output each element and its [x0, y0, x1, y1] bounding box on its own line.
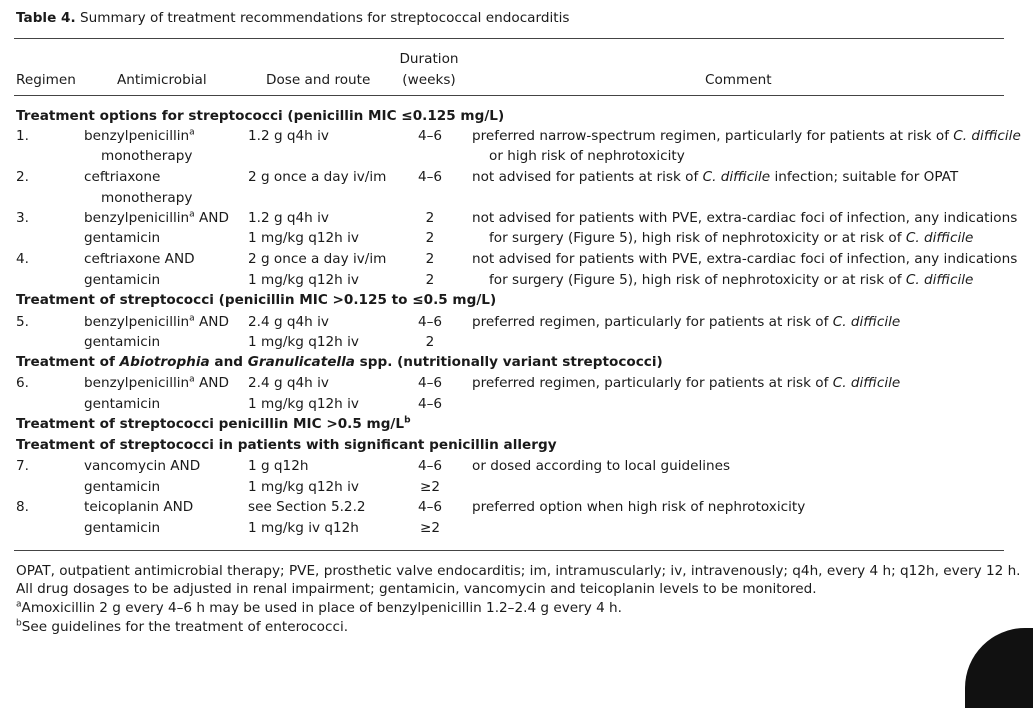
row-4-antimicrobial-b: gentamicin	[84, 272, 161, 288]
table-label: Table 4.	[16, 10, 76, 26]
footnote-a-text: Amoxicillin 2 g every 4–6 h may be used in place of benzylpenicillin 1.2–2.4 g every 4 h.	[21, 600, 622, 616]
row-1-comment-cont: or high risk of nephrotoxicity	[489, 148, 685, 164]
row-3-number: 3.	[16, 210, 29, 226]
footnote-mark-b: b	[404, 415, 411, 426]
row-3-comment-text: for surgery (Figure 5), high risk of nephrotoxicity or at risk of	[489, 230, 906, 246]
top-rule	[14, 38, 1004, 39]
row-6-comment-text: preferred regimen, particularly for patients at risk of	[472, 375, 833, 391]
row-6-drug-and: AND	[194, 375, 229, 391]
header-antimicrobial: Antimicrobial	[117, 72, 207, 88]
corner-widget[interactable]	[965, 628, 1033, 708]
bottom-rule	[14, 550, 1004, 551]
footnote-b-mark: b	[16, 618, 22, 629]
row-7-dose-a: 1 g q12h	[248, 458, 309, 474]
row-8-duration-b: ≥2	[419, 520, 441, 536]
section-heading-4	[16, 414, 411, 434]
row-5-dose-b: 1 mg/kg q12h iv	[248, 334, 359, 350]
section-4-text: Treatment of streptococci penicillin MIC >0.5 mg/L	[16, 416, 405, 432]
row-6-duration-b: 4–6	[417, 396, 443, 412]
row-3-comment: not advised for patients with PVE, extra-cardiac foci of infection, any indications	[472, 210, 1018, 226]
row-6-comment	[472, 373, 900, 393]
row-6-antimicrobial	[84, 373, 229, 393]
row-8-dose-b: 1 mg/kg iv q12h	[248, 520, 359, 536]
row-6-duration-a: 4–6	[417, 375, 443, 391]
row-8-antimicrobial: teicoplanin AND	[84, 499, 194, 515]
row-2-antimicrobial-cont: monotherapy	[101, 190, 193, 206]
row-1-duration: 4–6	[417, 128, 443, 144]
row-2-comment-italic: C. difficile	[702, 169, 771, 185]
row-7-duration-a: 4–6	[417, 458, 443, 474]
section-3-genus-2: Granulicatella	[247, 354, 355, 370]
row-7-dose-b: 1 mg/kg q12h iv	[248, 479, 359, 495]
row-8-dose-a: see Section 5.2.2	[248, 499, 366, 515]
row-4-duration-a: 2	[425, 251, 435, 267]
row-5-duration-a: 4–6	[417, 314, 443, 330]
footnote-a	[16, 598, 622, 618]
section-3-genus-1: Abiotrophia	[119, 354, 210, 370]
row-2-comment	[472, 167, 958, 187]
row-2-comment-text: not advised for patients at risk of	[472, 169, 703, 185]
row-2-dose: 2 g once a day iv/im	[248, 169, 387, 185]
row-4-comment-cont	[489, 270, 973, 290]
row-5-antimicrobial	[84, 312, 229, 332]
row-3-dose-a: 1.2 g q4h iv	[248, 210, 329, 226]
row-7-comment: or dosed according to local guidelines	[472, 458, 731, 474]
footnote-b-text: See guidelines for the treatment of enterococci.	[21, 619, 349, 635]
row-4-comment: not advised for patients with PVE, extra-cardiac foci of infection, any indications	[472, 251, 1018, 267]
section-heading-2: Treatment of streptococci (penicillin MIC >0.125 to ≤0.5 mg/L)	[16, 292, 497, 308]
row-4-dose-b: 1 mg/kg q12h iv	[248, 272, 359, 288]
row-1-number: 1.	[16, 128, 29, 144]
row-3-dose-b: 1 mg/kg q12h iv	[248, 230, 359, 246]
row-1-comment-italic: C. difficile	[953, 128, 1021, 144]
row-4-dose-a: 2 g once a day iv/im	[248, 251, 387, 267]
row-3-drug-and: AND	[194, 210, 229, 226]
row-1-antimicrobial	[84, 126, 195, 146]
footnote-b	[16, 617, 348, 637]
row-4-comment-text: for surgery (Figure 5), high risk of nephrotoxicity or at risk of	[489, 272, 906, 288]
footnote-mark-a: a	[189, 127, 195, 138]
table-caption	[16, 8, 569, 28]
row-4-antimicrobial: ceftriaxone AND	[84, 251, 195, 267]
section-heading-3	[16, 352, 663, 372]
row-1-antimicrobial-cont: monotherapy	[101, 148, 193, 164]
row-6-comment-italic: C. difficile	[832, 375, 901, 391]
header-comment: Comment	[705, 72, 772, 88]
footnote-mark-a: a	[189, 209, 195, 220]
header-duration-line2: (weeks)	[402, 72, 456, 88]
row-5-comment-italic: C. difficile	[832, 314, 901, 330]
row-5-drug: benzylpenicillin	[84, 314, 190, 330]
row-1-comment-text: preferred narrow-spectrum regimen, particularly for patients at risk of	[472, 128, 954, 144]
footnote-mark-a: a	[189, 374, 195, 385]
row-6-drug: benzylpenicillin	[84, 375, 190, 391]
row-7-antimicrobial-b: gentamicin	[84, 479, 161, 495]
row-2-comment-post: infection; suitable for OPAT	[770, 169, 959, 185]
section-heading-5: Treatment of streptococci in patients with significant penicillin allergy	[16, 437, 557, 453]
header-duration-line1: Duration	[399, 51, 459, 67]
footnote-abbreviations: OPAT, outpatient antimicrobial therapy; PVE, prosthetic valve endocarditis; im, intramuscularly; iv, intravenously; q4h, every 4 h; q12h, every 12 h.	[16, 563, 1021, 579]
row-2-duration: 4–6	[417, 169, 443, 185]
row-8-duration-a: 4–6	[417, 499, 443, 515]
row-3-comment-cont	[489, 228, 973, 248]
row-3-antimicrobial	[84, 208, 229, 228]
row-1-drug: benzylpenicillin	[84, 128, 190, 144]
row-5-dose-a: 2.4 g q4h iv	[248, 314, 329, 330]
row-5-comment	[472, 312, 900, 332]
row-7-number: 7.	[16, 458, 29, 474]
row-1-comment	[472, 126, 1021, 146]
row-4-comment-italic: C. difficile	[905, 272, 974, 288]
header-regimen: Regimen	[16, 72, 76, 88]
footnote-dosage: All drug dosages to be adjusted in renal impairment; gentamicin, vancomycin and teicoplanin levels to be monitored.	[16, 581, 817, 597]
table-title: Summary of treatment recommendations for streptococcal endocarditis	[80, 10, 570, 26]
row-7-duration-b: ≥2	[419, 479, 441, 495]
section-3-mid: and	[209, 354, 248, 370]
row-5-comment-text: preferred regimen, particularly for patients at risk of	[472, 314, 833, 330]
row-2-number: 2.	[16, 169, 29, 185]
footnote-a-mark: a	[16, 599, 22, 610]
row-3-duration-b: 2	[425, 230, 435, 246]
row-3-drug: benzylpenicillin	[84, 210, 190, 226]
row-8-comment: preferred option when high risk of nephrotoxicity	[472, 499, 806, 515]
row-3-antimicrobial-b: gentamicin	[84, 230, 161, 246]
row-7-antimicrobial: vancomycin AND	[84, 458, 201, 474]
row-4-number: 4.	[16, 251, 29, 267]
footnote-mark-a: a	[189, 313, 195, 324]
header-rule	[14, 95, 1004, 96]
row-6-dose-a: 2.4 g q4h iv	[248, 375, 329, 391]
header-dose: Dose and route	[266, 72, 371, 88]
row-5-antimicrobial-b: gentamicin	[84, 334, 161, 350]
row-4-duration-b: 2	[425, 272, 435, 288]
row-2-antimicrobial: ceftriaxone	[84, 169, 161, 185]
row-5-duration-b: 2	[425, 334, 435, 350]
row-3-duration-a: 2	[425, 210, 435, 226]
row-6-number: 6.	[16, 375, 29, 391]
row-8-number: 8.	[16, 499, 29, 515]
row-3-comment-italic: C. difficile	[905, 230, 974, 246]
row-5-number: 5.	[16, 314, 29, 330]
row-1-dose: 1.2 g q4h iv	[248, 128, 329, 144]
section-heading-1: Treatment options for streptococci (penicillin MIC ≤0.125 mg/L)	[16, 108, 505, 124]
row-5-drug-and: AND	[194, 314, 229, 330]
section-3-pre: Treatment of	[16, 354, 120, 370]
row-6-dose-b: 1 mg/kg q12h iv	[248, 396, 359, 412]
row-6-antimicrobial-b: gentamicin	[84, 396, 161, 412]
section-3-post: spp. (nutritionally variant streptococci)	[354, 354, 663, 370]
row-8-antimicrobial-b: gentamicin	[84, 520, 161, 536]
